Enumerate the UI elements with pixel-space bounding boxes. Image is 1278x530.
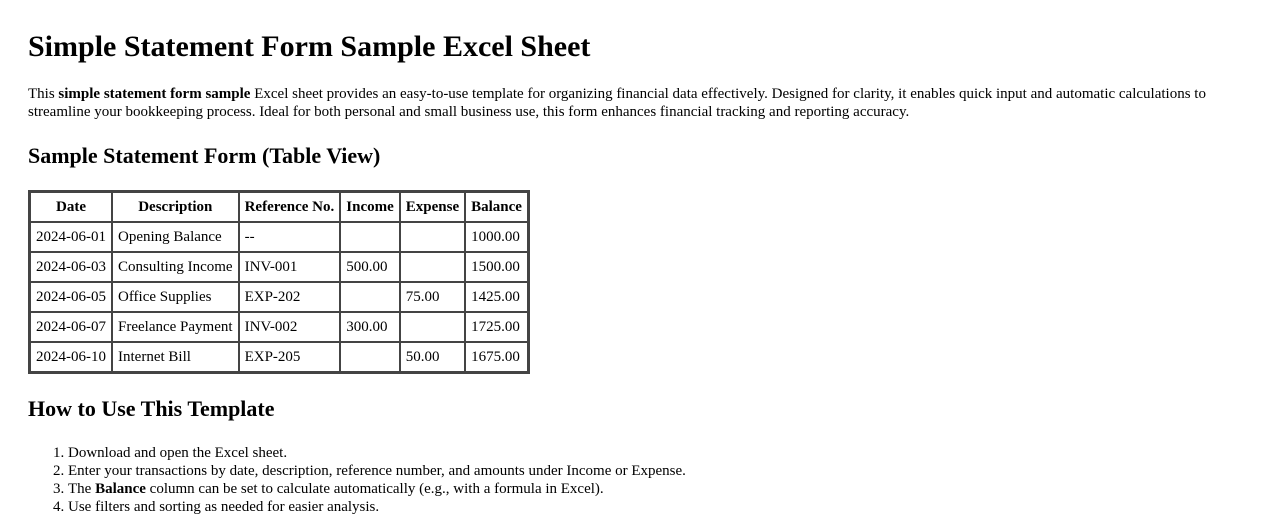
intro-prefix: This bbox=[28, 86, 59, 102]
table-row bbox=[30, 252, 528, 282]
table-cell bbox=[400, 312, 465, 342]
howto-heading: How to Use This Template bbox=[28, 396, 275, 421]
table-row bbox=[30, 342, 528, 372]
table-cell: Consulting Income bbox=[112, 252, 239, 282]
table-cell: 1425.00 bbox=[465, 282, 528, 312]
table-cell: 75.00 bbox=[400, 282, 465, 312]
table-cell: 1500.00 bbox=[465, 252, 528, 282]
table-cell bbox=[400, 222, 465, 252]
page-content bbox=[0, 29, 1278, 516]
step-item bbox=[68, 480, 1250, 498]
column-header: Description bbox=[112, 192, 239, 222]
steps-list bbox=[28, 444, 1250, 516]
table-cell: Office Supplies bbox=[112, 282, 239, 312]
step-text: The bbox=[68, 481, 96, 497]
table-cell: 2024-06-10 bbox=[30, 342, 112, 372]
step-bold: Balance bbox=[95, 481, 146, 497]
intro-bold: simple statement form sample bbox=[58, 86, 251, 102]
column-header: Income bbox=[340, 192, 400, 222]
column-header: Balance bbox=[465, 192, 528, 222]
table-cell: 300.00 bbox=[340, 312, 400, 342]
table-cell: INV-002 bbox=[239, 312, 341, 342]
table-cell: 2024-06-05 bbox=[30, 282, 112, 312]
step-text: column can be set to calculate automatically (e.g., with a formula in Excel). bbox=[145, 481, 604, 497]
table-cell: -- bbox=[239, 222, 341, 252]
step-item: 2. Enter your transactions by date, description, reference number, and amounts under Income or Expense. bbox=[68, 462, 1250, 480]
table-cell: 500.00 bbox=[340, 252, 400, 282]
table-cell: 50.00 bbox=[400, 342, 465, 372]
column-header: Reference No. bbox=[239, 192, 341, 222]
table-cell: EXP-205 bbox=[239, 342, 341, 372]
table-cell: 1725.00 bbox=[465, 312, 528, 342]
table-row bbox=[30, 312, 528, 342]
table-cell: 2024-06-07 bbox=[30, 312, 112, 342]
table-row bbox=[30, 222, 528, 252]
table-cell bbox=[340, 342, 400, 372]
table-cell bbox=[400, 252, 465, 282]
table-row bbox=[30, 282, 528, 312]
statement-table bbox=[28, 190, 530, 374]
table-cell: EXP-202 bbox=[239, 282, 341, 312]
table-cell: Internet Bill bbox=[112, 342, 239, 372]
table-cell bbox=[340, 222, 400, 252]
table-cell: Freelance Payment bbox=[112, 312, 239, 342]
intro-paragraph bbox=[28, 85, 1250, 121]
step-item: 4. Use filters and sorting as needed for easier analysis. bbox=[68, 498, 1250, 516]
table-cell: 2024-06-03 bbox=[30, 252, 112, 282]
step-item: 1. Download and open the Excel sheet. bbox=[68, 444, 1250, 462]
table-cell bbox=[340, 282, 400, 312]
table-heading: Sample Statement Form (Table View) bbox=[28, 143, 381, 168]
intro-suffix: Excel sheet provides an easy-to-use template for organizing financial data effectively. Designed for clarity, it enables quick input and automatic calculations to streamline your bookkeeping process. Ideal for both personal and small business use, this form enhances financial tracking and reporting accuracy. bbox=[28, 86, 1206, 120]
column-header: Expense bbox=[400, 192, 465, 222]
page-title: Simple Statement Form Sample Excel Sheet bbox=[28, 30, 591, 63]
table-cell: 1000.00 bbox=[465, 222, 528, 252]
table-cell: Opening Balance bbox=[112, 222, 239, 252]
table-cell: INV-001 bbox=[239, 252, 341, 282]
table-header-row bbox=[30, 192, 528, 222]
table-cell: 2024-06-01 bbox=[30, 222, 112, 252]
column-header: Date bbox=[30, 192, 112, 222]
table-cell: 1675.00 bbox=[465, 342, 528, 372]
